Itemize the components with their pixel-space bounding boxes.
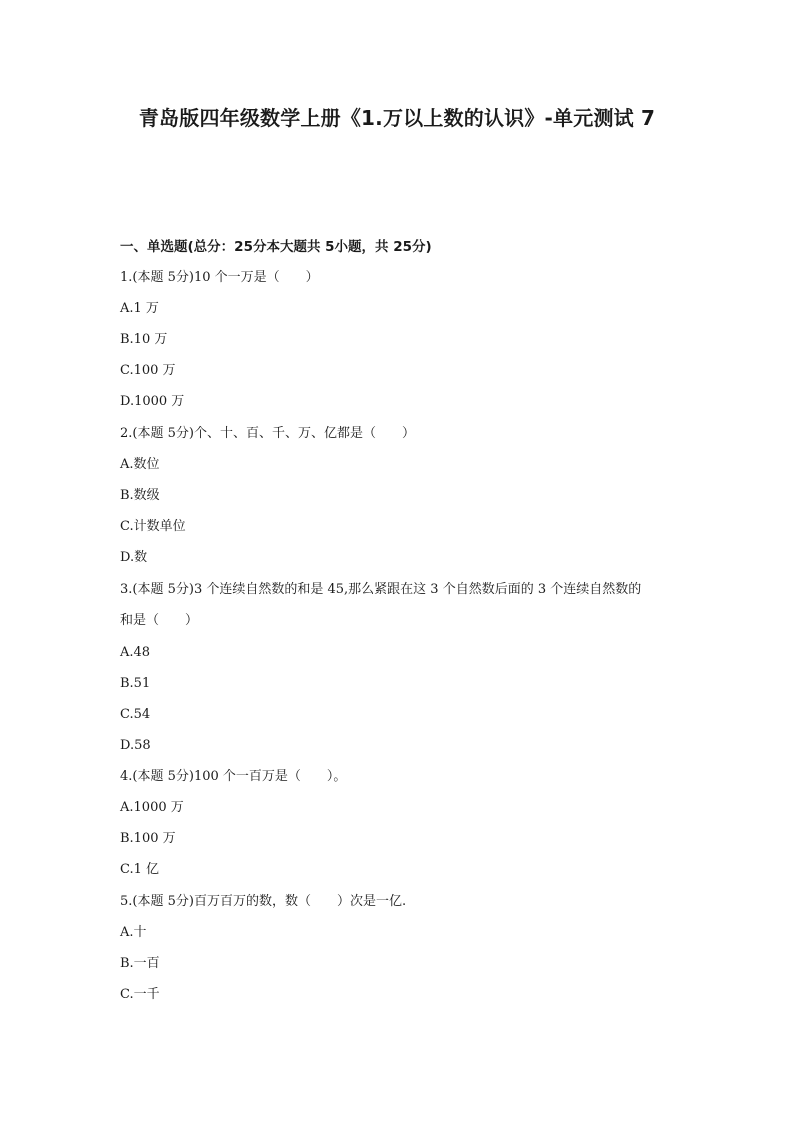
question-3-option-d: D.58: [120, 738, 151, 753]
question-3-option-c: C.54: [120, 707, 151, 722]
question-2-option-b: B.数级: [120, 488, 160, 503]
question-1-option-c: C.100 万: [120, 363, 176, 378]
question-2-option-a: A.数位: [120, 457, 160, 472]
question-4-option-c: C.1 亿: [120, 862, 160, 877]
question-2-option-d: D.数: [120, 550, 148, 565]
document-title: 青岛版四年级数学上册《1.万以上数的认识》-单元测试 7: [138, 106, 656, 130]
question-2-option-c: C.计数单位: [120, 519, 186, 534]
question-3-option-b: B.51: [120, 676, 151, 691]
question-1-option-a: A.1 万: [120, 301, 159, 316]
question-4-stem: 4.(本题 5分)100 个一百万是（ ）。: [120, 769, 347, 784]
question-4-option-b: B.100 万: [120, 831, 176, 846]
question-3-option-a: A.48: [120, 645, 151, 660]
question-1-option-d: D.1000 万: [120, 394, 185, 409]
question-3-stem: 3.(本题 5分)3 个连续自然数的和是 45,那么紧跟在这 3 个自然数后面的 3 个连续自然数的: [120, 582, 642, 597]
question-4-option-a: A.1000 万: [120, 800, 184, 815]
question-1-option-b: B.10 万: [120, 332, 168, 347]
question-5-option-b: B.一百: [120, 956, 160, 971]
question-3-stem-continued: 和是（ ）: [120, 613, 199, 628]
section-heading: 一、单选题(总分：25分本大题共 5小题，共 25分): [120, 239, 432, 255]
question-2-stem: 2.(本题 5分)个、十、百、千、万、亿都是（ ）: [120, 426, 415, 441]
question-5-option-c: C.一千: [120, 987, 160, 1002]
question-5-stem: 5.(本题 5分)百万百万的数，数（ ）次是一亿.: [120, 894, 407, 909]
question-5-option-a: A.十: [120, 925, 147, 940]
question-1-stem: 1.(本题 5分)10 个一万是（ ）: [120, 270, 319, 285]
